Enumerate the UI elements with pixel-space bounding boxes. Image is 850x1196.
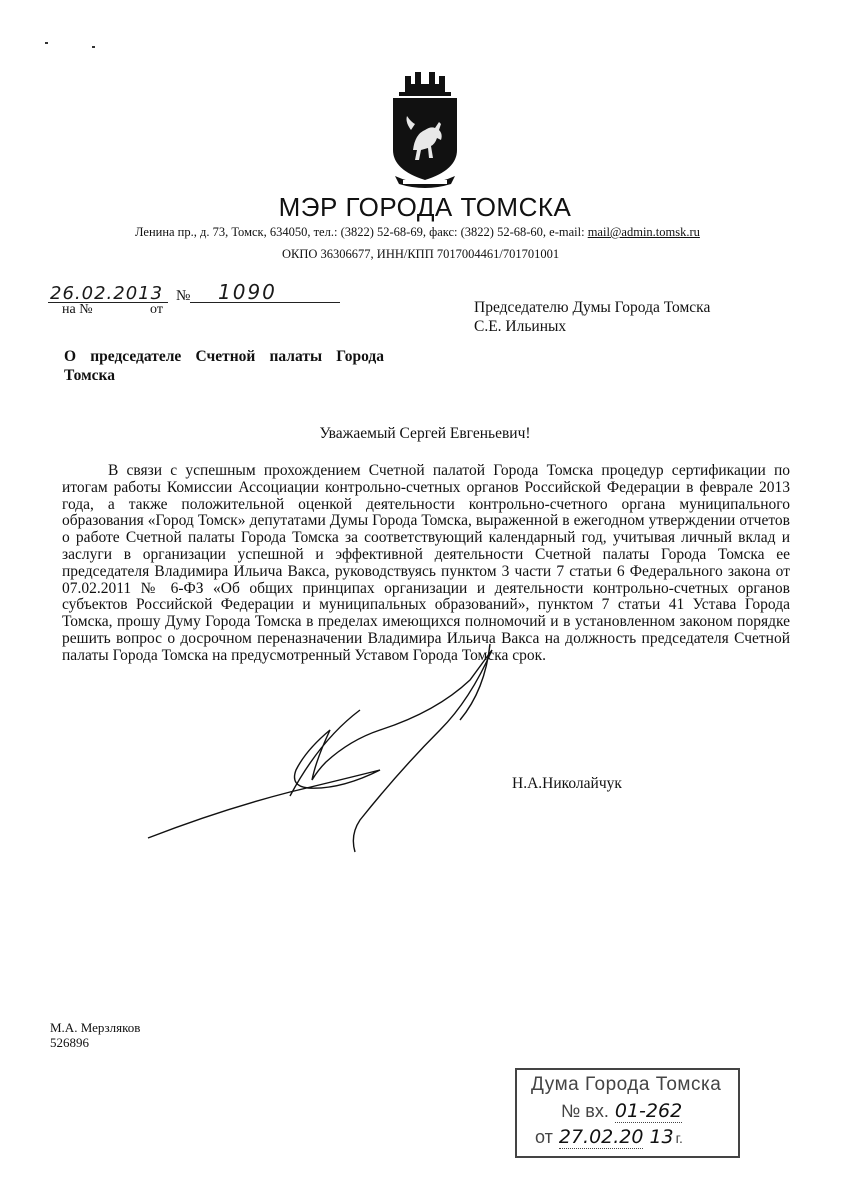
executor-block (50, 1020, 140, 1050)
from-label: от (150, 302, 163, 317)
scan-speck (45, 42, 48, 44)
letter-subject: О председателе Счетной палаты Города Томска (64, 348, 384, 384)
stamp-year-suffix: г. (675, 1130, 683, 1146)
email-link[interactable]: mail@admin.tomsk.ru (587, 225, 700, 239)
address-text: Ленина пр., д. 73, Томск, 634050, тел.: (3822) 52-68-69, факс: (3822) 52-68-60, e-mail: (135, 225, 588, 239)
scan-speck (92, 46, 95, 48)
executor-phone: 526896 (50, 1035, 89, 1050)
letterhead-codes: ОКПО 36306677, ИНН/КПП 7017004461/701701001 (282, 247, 560, 261)
stamp-number-label: № вх. (561, 1101, 609, 1121)
incoming-registration-stamp (515, 1068, 740, 1158)
recipient-position: Председателю Думы Города Томска (474, 299, 711, 316)
stamp-number-row (561, 1100, 682, 1123)
salutation: Уважаемый Сергей Евгеньевич! (319, 425, 531, 442)
coat-of-arms-emblem (385, 72, 465, 190)
recipient-name: С.Е. Ильиных (474, 318, 567, 335)
stamp-number-handwritten: 01-262 (614, 1100, 683, 1122)
recipient-block (474, 298, 710, 336)
handwritten-signature (140, 620, 520, 860)
letterhead-title: МЭР ГОРОДА ТОМСКА (278, 192, 572, 222)
letterhead-address (135, 225, 700, 240)
signer-name: Н.А.Николайчук (512, 775, 622, 792)
stamp-year-handwritten: 13 (649, 1126, 674, 1148)
stamp-date-label: от (535, 1127, 553, 1147)
stamp-date-row (535, 1126, 683, 1149)
stamp-title: Дума Города Томска (531, 1074, 722, 1095)
executor-name: М.А. Мерзляков (50, 1020, 141, 1035)
on-number-label: на № (62, 302, 93, 317)
number-sign: № (176, 288, 191, 304)
outgoing-number-handwritten: 1090 (218, 280, 277, 304)
number-line (190, 302, 340, 303)
outgoing-date-handwritten: 26.02.2013 (50, 283, 164, 304)
stamp-date-handwritten: 27.02.20 (558, 1126, 644, 1148)
letter-body: В связи с успешным прохождением Счетной палатой Города Томска процедур сертификации по итогам работы Комиссии Ассоциации контрольно-счетных органов Российской Федерации в феврале 2013 года, а также положительной оценкой деятельности контрольно-счетного органа муниципального образования «Город Томск» депутатами Думы Города Томска, выраженной в ежегодном утверждении отчетов о работе Счетной палаты Города Томска за соответствующий календарный год, учитывая личный вклад и заслуги в организации успешной и эффективной деятельности Счетной палаты Города Томска ее председателя Владимира Ильича Вакса, руководствуясь пунктом 3 части 7 статьи 6 Федерального закона от 07.02.2011 № 6-ФЗ «Об общих принципах организации и деятельности контрольно-счетных органов субъектов Российской Федерации и муниципальных образований», пунктом 7 статьи 41 Устава Города Томска, прошу Думу Города Томска в пределах имеющихся полномочий и в установленном законом порядке решить вопрос о досрочном переназначении Владимира Ильича Вакса на должность председателя Счетной палаты Города Томска на предусмотренный Уставом Города Томска срок. (62, 462, 790, 664)
